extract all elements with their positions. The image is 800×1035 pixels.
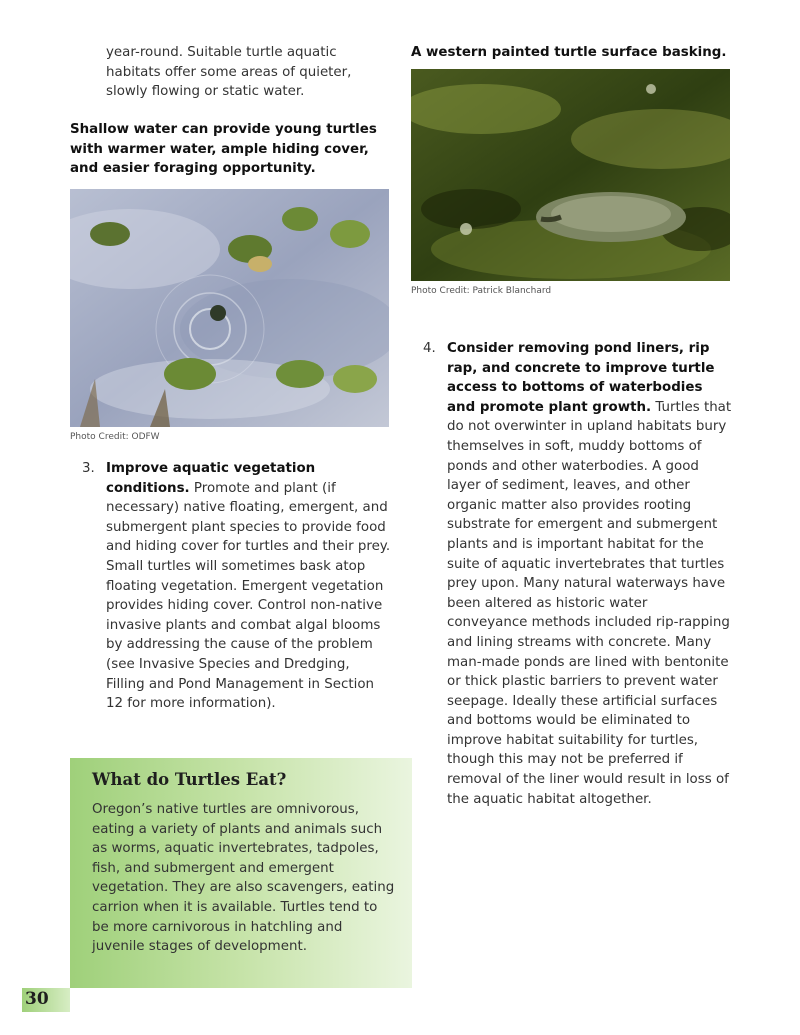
list-item-4-body: Turtles that do not overwinter in upland habitats bury themselves in soft, muddy bottoms of ponds and other waterbodies. A good layer of sediment, leaves, and other organic matter also provides rooting substrate for emergent and submergent plants and is important habitat for the suite of aquatic invertebrates that turtles prey upon. Many natural waterways have been altered as historic water conveyance methods included rip-rapping and lining streams with concrete. Many man-made ponds are lined with bentonite or thick plastic barriers to prevent water seepage. Ideally these artificial surfaces and bottoms would be eliminated to improve habitat suitability for turtles, though this may not be preferred if removal of the liner would result in loss of the aquatic habitat altogether. (447, 399, 732, 807)
photo-painted-turtle (411, 69, 730, 281)
photo-shallow-water-plants (70, 189, 389, 427)
photo-caption-shallow-water: Shallow water can provide young turtles with warmer water, ample hiding cover, and easier foraging opportunity. (70, 122, 377, 177)
sidebar-title: What do Turtles Eat? (92, 770, 287, 789)
list-item-4 (447, 339, 732, 809)
list-number-4: 4. (423, 341, 436, 356)
page-number-tab (22, 988, 70, 1012)
page-number: 30 (25, 989, 49, 1009)
sidebar-body: Oregon’s native turtles are omnivorous, eating a variety of plants and animals such as worms, aquatic invertebrates, tadpoles, fish, and submergent and emergent vegetation. They are also scavengers, eating carrion when it is available. Turtles tend to be more carnivorous in hatchling and juvenile stages of development. (92, 802, 395, 955)
sidebar-box-turtle-diet (70, 758, 412, 988)
list-item-4-heading: Consider removing pond liners, rip rap, and concrete to improve turtle access to bottoms of waterbodies and promote plant growth. (447, 341, 715, 415)
list-item-3-body: Promote and plant (if necessary) native floating, emergent, and submergent plant species to provide food and hiding cover for turtles and their prey. Small turtles will sometimes bask atop floating vegetation. Emergent vegetation provides hiding cover. Control non-native invasive plants and combat algal blooms by addressing the cause of the problem (see Invasive Species and Dredging, Filling and Pond Management in Section 12 for more information). (106, 480, 391, 712)
list-item-3 (106, 459, 391, 714)
list-item-3-heading: Improve aquatic vegetation conditions. (106, 461, 316, 496)
photo-credit-patrick-blanchard: Photo Credit: Patrick Blanchard (411, 286, 552, 296)
list-number-3: 3. (82, 461, 95, 476)
photo-credit-odfw: Photo Credit: ODFW (70, 432, 160, 442)
photo-caption-painted-turtle: A western painted turtle surface basking. (411, 45, 727, 60)
intro-paragraph: year-round. Suitable turtle aquatic habitats offer some areas of quieter, slowly flowing or static water. (106, 45, 352, 100)
